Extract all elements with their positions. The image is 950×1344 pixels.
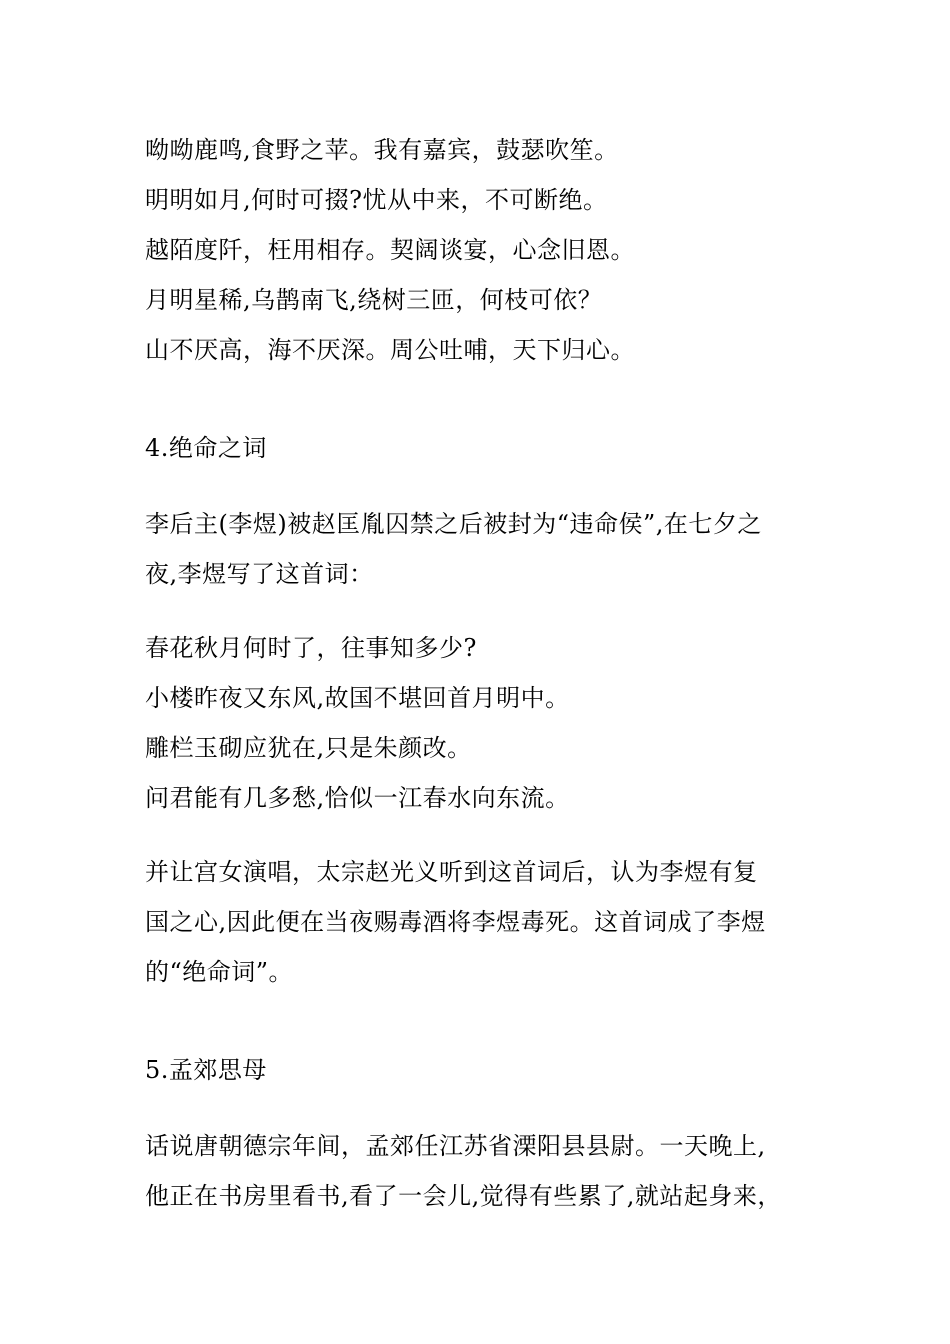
poem-line: 月明星稀,乌鹊南飞,绕树三匝，何枝可依？	[145, 286, 603, 314]
paragraph-line: 话说唐朝德宗年间，孟郊任江苏省溧阳县县尉。一天晚上,	[145, 1132, 766, 1160]
poem-line: 春花秋月何时了，往事知多少?	[145, 634, 477, 662]
poem-line: 越陌度阡，枉用相存。契阔谈宴，心念旧恩。	[145, 236, 635, 264]
poem-line: 山不厌高，海不厌深。周公吐哺，天下归心。	[145, 336, 635, 364]
paragraph-line: 他正在书房里看书,看了一会儿,觉得有些累了,就站起身来，	[145, 1182, 782, 1210]
paragraph-line: 国之心,因此便在当夜赐毒酒将李煜毒死。这首词成了李煜	[145, 908, 766, 936]
section-heading: 4.绝命之词	[145, 434, 267, 462]
paragraph-line: 夜,李煜写了这首词：	[145, 560, 374, 588]
poem-line: 小楼昨夜又东风,故国不堪回首月明中。	[145, 684, 570, 712]
paragraph-line: 并让宫女演唱，太宗赵光义听到这首词后，认为李煜有复	[145, 858, 758, 886]
paragraph-line: 李后主(李煜)被赵匡胤囚禁之后被封为“违命侯”,在七夕之	[145, 510, 762, 538]
poem-line: 呦呦鹿鸣,食野之苹。我有嘉宾，鼓瑟吹笙。	[145, 136, 619, 164]
poem-line: 明明如月,何时可掇?忧从中来，不可断绝。	[145, 186, 608, 214]
poem-line: 雕栏玉砌应犹在,只是朱颜改。	[145, 734, 472, 762]
section-heading: 5.孟郊思母	[145, 1056, 267, 1084]
paragraph-line: 的“绝命词”。	[145, 958, 294, 986]
poem-line: 问君能有几多愁,恰似一江春水向东流。	[145, 784, 570, 812]
